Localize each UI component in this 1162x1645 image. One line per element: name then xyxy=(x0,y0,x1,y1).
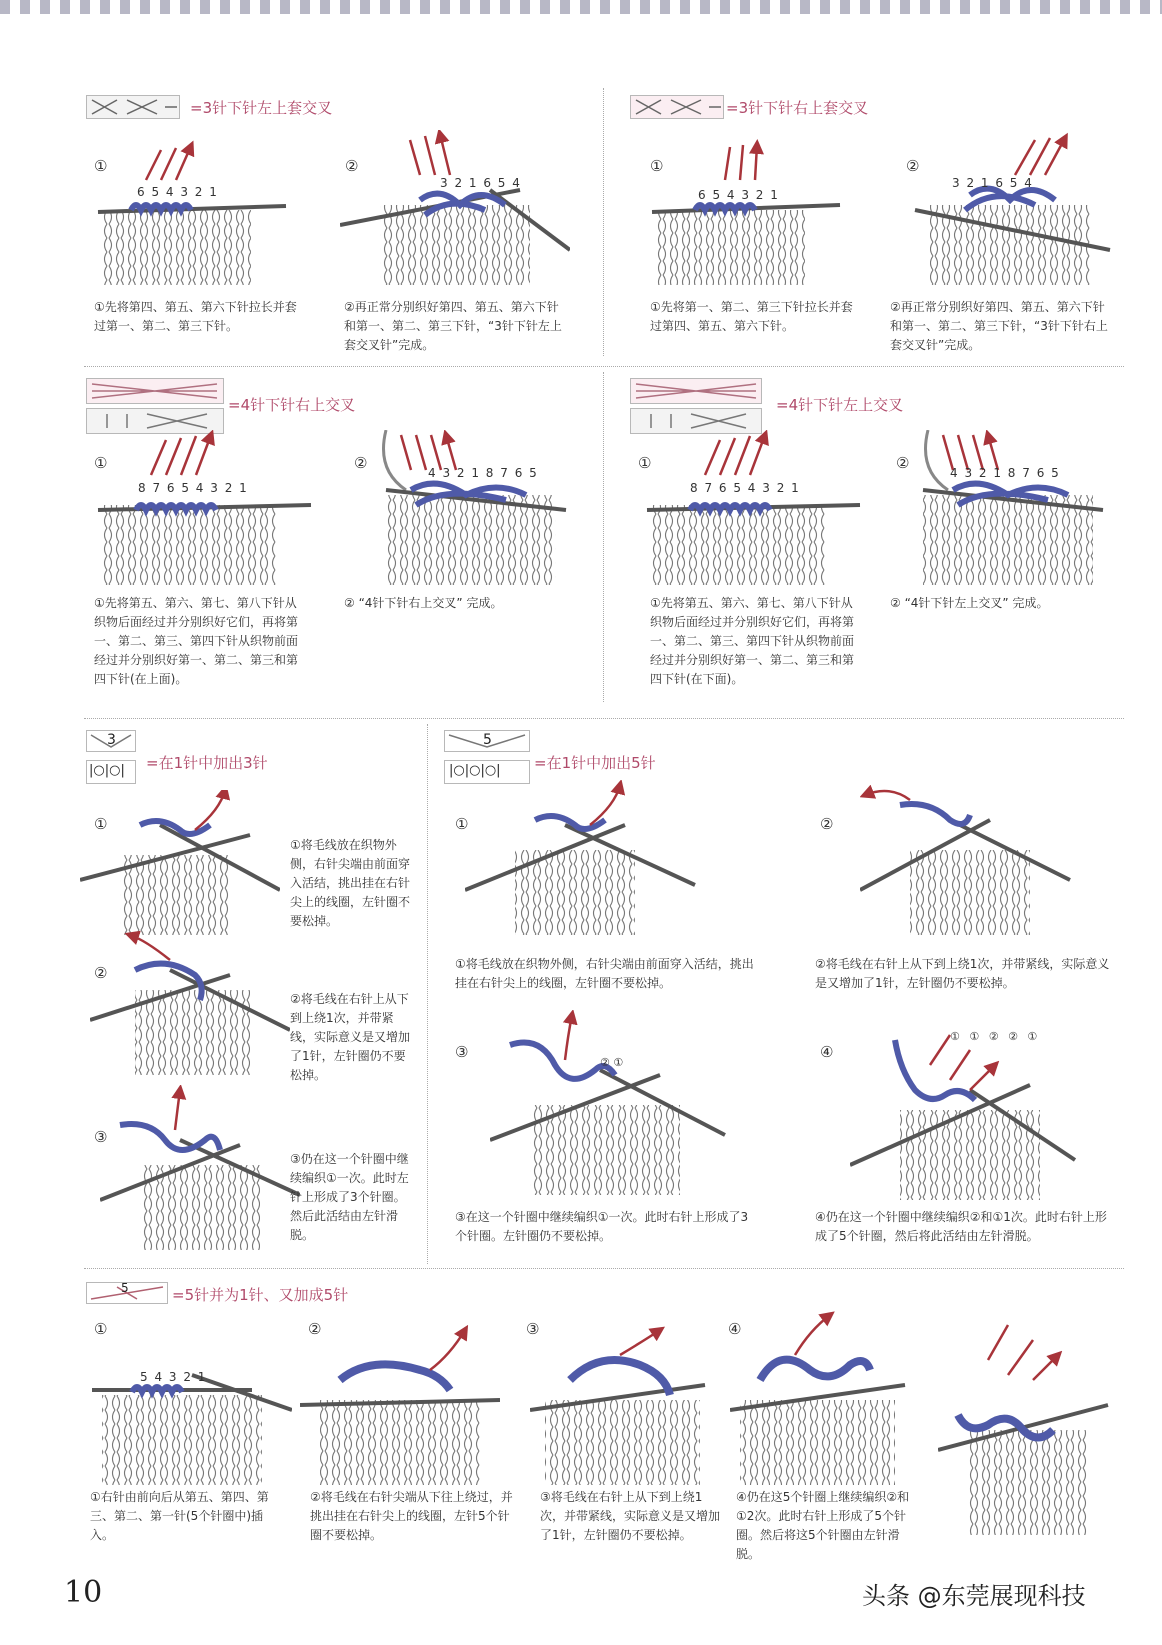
knitting-illustration xyxy=(96,430,316,590)
section-title: =3针下针右上套交叉 xyxy=(726,99,869,117)
step-description: ② “4针下针右上交叉” 完成。 xyxy=(344,596,503,610)
knitting-illustration xyxy=(898,430,1108,590)
watermark: 头条 @东莞展现科技 xyxy=(862,1582,1086,1610)
step-number: ① xyxy=(94,815,108,833)
page-number: 10 xyxy=(64,1575,103,1610)
loop-number-labels: ① ① ② ② ① xyxy=(950,1030,1038,1043)
step-description: ③仍在这一个针圈中继续编织①一次。此时左针上形成了3个针圈。然后此活结由左针滑脱。 xyxy=(290,1152,409,1242)
step-number: ② xyxy=(896,454,910,472)
step-number: ① xyxy=(94,157,108,175)
increase-symbol-chart xyxy=(444,730,530,752)
knitting-illustration xyxy=(90,930,290,1080)
knitting-illustration xyxy=(650,135,850,290)
knitting-illustration xyxy=(100,1085,300,1255)
divider xyxy=(427,724,428,1264)
stitch-number-labels: 4 3 2 1 8 7 6 5 xyxy=(428,466,537,480)
step-number: ② xyxy=(345,157,359,175)
step-description: ②将毛线在右针尖端从下往上绕过，并挑出挂在右针尖上的线圈，左针5个针圈不要松掉。 xyxy=(310,1490,513,1542)
step-number: ① xyxy=(455,815,469,833)
symbol-number: 3 xyxy=(107,732,116,748)
step-number: ② xyxy=(308,1320,322,1338)
step-number: ① xyxy=(638,454,652,472)
knitting-illustration xyxy=(730,1310,910,1490)
step-number: ③ xyxy=(94,1128,108,1146)
step-number: ② xyxy=(354,454,368,472)
stitch-number-labels: 3 2 1 6 5 4 xyxy=(440,176,520,190)
increase-symbol-chart xyxy=(86,760,136,784)
step-description: ③在这一个针圈中继续编织①一次。此时右针上形成了3个针圈。左针圈仍不要松掉。 xyxy=(455,1210,749,1243)
knitting-illustration xyxy=(340,130,570,290)
step-description: ④仍在这5个针圈上继续编织②和①2次。此时右针上形成了5个针圈。然后将这5个针圈由左针滑脱。 xyxy=(736,1490,910,1561)
step-number: ① xyxy=(94,1320,108,1338)
knitting-illustration xyxy=(96,140,296,290)
knitting-illustration-final xyxy=(938,1300,1113,1540)
increase-symbol-chart xyxy=(86,730,136,752)
section-title: =在1针中加出3针 xyxy=(146,754,268,772)
divider xyxy=(84,718,1124,719)
symbol-number: 5 xyxy=(483,732,492,748)
divider xyxy=(84,1268,1124,1269)
stitch-number-labels: 6 5 4 3 2 1 xyxy=(137,185,217,199)
step-number: ④ xyxy=(728,1320,742,1338)
loop-number-labels: ② ① xyxy=(600,1056,624,1069)
step-description: ②再正常分别织好第四、第五、第六下针和第一、第二、第三下针，“3针下针右上套交叉针”完成。 xyxy=(890,300,1108,352)
step-number: ④ xyxy=(820,1043,834,1061)
knitting-illustration xyxy=(645,430,865,590)
step-description: ②将毛线在右针上从下到上绕1次，并带紧线，实际意义是又增加了1针，左针圈仍不要松掉。 xyxy=(290,992,411,1082)
step-number: ① xyxy=(650,157,664,175)
divider xyxy=(84,366,1124,367)
symbol-row: |○|○| xyxy=(89,763,125,778)
step-description: ①先将第五、第六、第七、第八下针从织物后面经过并分别织好它们，再将第一、第二、第三、第四下针从织物前面经过并分别织好第一、第二、第三和第四下针(在上面)。 xyxy=(94,596,299,686)
section-title: =4针下针左上交叉 xyxy=(776,396,904,414)
step-number: ② xyxy=(906,157,920,175)
knitting-illustration xyxy=(92,1340,292,1490)
section-title: =3针下针左上套交叉 xyxy=(190,99,333,117)
cable-symbol-chart xyxy=(630,378,762,404)
step-number: ③ xyxy=(455,1043,469,1061)
knitting-illustration xyxy=(860,780,1080,940)
step-number: ② xyxy=(94,964,108,982)
cable-symbol-chart xyxy=(630,95,724,119)
section-title: =5针并为1针、又加成5针 xyxy=(172,1286,349,1304)
step-number: ② xyxy=(820,815,834,833)
knitting-illustration xyxy=(465,780,705,940)
step-description: ③将毛线在右针上从下到上绕1次，并带紧线，实际意义是又增加了1针，左针圈仍不要松掉。 xyxy=(540,1490,721,1542)
knitting-illustration xyxy=(80,790,280,940)
cable-symbol-chart xyxy=(86,95,180,119)
step-number: ① xyxy=(94,454,108,472)
step-description: ④仍在这一个针圈中继续编织②和①1次。此时右针上形成了5个针圈，然后将此活结由左针滑脱。 xyxy=(815,1210,1107,1243)
stitch-number-labels: 3 2 1 6 5 4 xyxy=(952,176,1032,190)
stitch-number-labels: 8 7 6 5 4 3 2 1 xyxy=(690,481,799,495)
cable-symbol-chart xyxy=(86,378,224,404)
step-number: ③ xyxy=(526,1320,540,1338)
decrease-increase-symbol-chart xyxy=(86,1282,168,1304)
step-description: ②再正常分别织好第四、第五、第六下针和第一、第二、第三下针，“3针下针左上套交叉针”完成。 xyxy=(344,300,562,352)
step-description: ①先将第四、第五、第六下针拉长并套过第一、第二、第三下针。 xyxy=(94,300,297,333)
stitch-number-labels: 4 3 2 1 8 7 6 5 xyxy=(950,466,1059,480)
stitch-number-labels: 6 5 4 3 2 1 xyxy=(698,188,778,202)
knitting-illustration xyxy=(910,130,1120,290)
knitting-illustration xyxy=(300,1325,500,1490)
top-decor-band xyxy=(0,0,1162,14)
step-description: ①先将第五、第六、第七、第八下针从织物后面经过并分别织好它们，再将第一、第二、第三、第四下针从织物前面经过并分别织好第一、第二、第三和第四下针(在下面)。 xyxy=(650,596,855,686)
knitting-illustration xyxy=(850,1015,1080,1205)
divider xyxy=(603,88,604,356)
symbol-row: |○|○|○| xyxy=(449,763,501,778)
section-title: =在1针中加出5针 xyxy=(534,754,656,772)
step-description: ①先将第一、第二、第三下针拉长并套过第四、第五、第六下针。 xyxy=(650,300,853,333)
section-title: =4针下针右上交叉 xyxy=(228,396,356,414)
step-description: ②将毛线在右针上从下到上绕1次，并带紧线，实际意义是又增加了1针，左针圈仍不要松掉。 xyxy=(815,957,1110,990)
step-description: ①将毛线放在织物外侧，右针尖端由前面穿入活结，挑出挂在右针尖上的线圈，左针圈不要松掉。 xyxy=(455,957,754,990)
divider xyxy=(603,372,604,702)
step-description: ①右针由前向后从第五、第四、第三、第二、第一针(5个针圈中)插入。 xyxy=(90,1490,269,1542)
symbol-number: 5 xyxy=(121,1281,129,1295)
knitting-illustration xyxy=(356,430,576,590)
step-description: ①将毛线放在织物外侧，右针尖端由前面穿入活结，挑出挂在右针尖上的线圈，左针圈不要松掉。 xyxy=(290,838,411,928)
stitch-number-labels: 8 7 6 5 4 3 2 1 xyxy=(138,481,247,495)
step-description: ② “4针下针左上交叉” 完成。 xyxy=(890,596,1049,610)
stitch-number-labels: 5 4 3 2 1 xyxy=(140,1370,206,1384)
knitting-illustration xyxy=(530,1315,710,1490)
knitting-illustration xyxy=(490,1010,730,1200)
